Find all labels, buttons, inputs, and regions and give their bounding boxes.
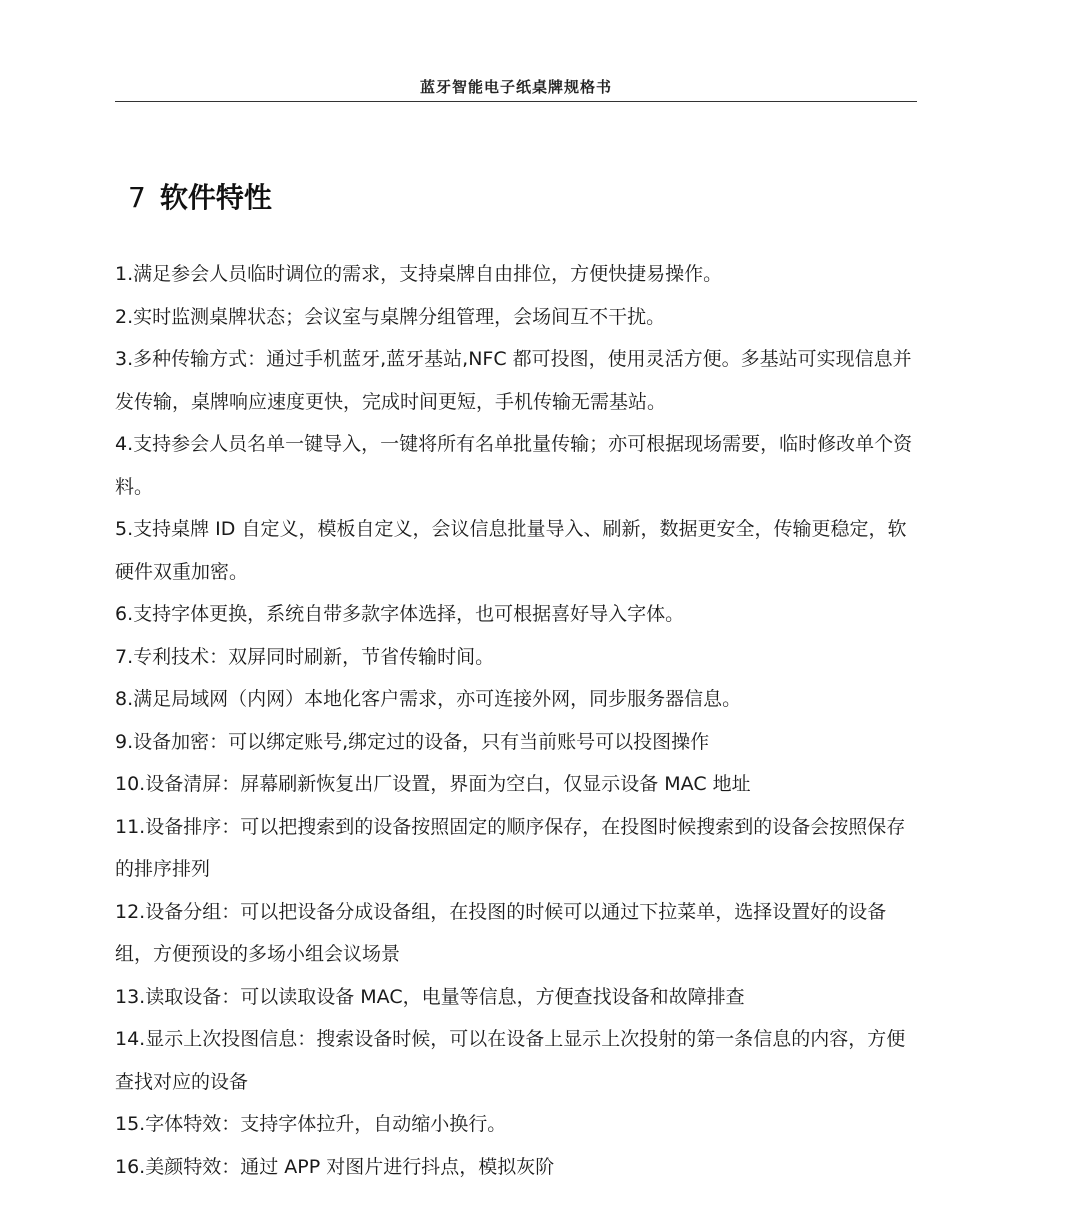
feature-item: 9.设备加密：可以绑定账号,绑定过的设备，只有当前账号可以投图操作 xyxy=(115,730,710,753)
feature-list xyxy=(115,253,921,1188)
feature-item: 1.满足参会人员临时调位的需求，支持桌牌自由排位，方便快捷易操作。 xyxy=(115,263,723,285)
feature-item: 13.读取设备：可以读取设备 MAC，电量等信息，方便查找设备和故障排查 xyxy=(115,985,745,1008)
feature-item: 10.设备清屏：屏幕刷新恢复出厂设置，界面为空白，仅显示设备 MAC 地址 xyxy=(115,773,751,795)
section-heading xyxy=(128,176,272,216)
header-divider xyxy=(115,101,917,102)
feature-item: 15.字体特效：支持字体拉升，自动缩小换行。 xyxy=(115,1113,507,1135)
feature-item: 4.支持参会人员名单一键导入，一键将所有名单批量传输；亦可根据现场需要，临时修改单个资料。 xyxy=(115,433,913,498)
feature-item: 3.多种传输方式：通过手机蓝牙,蓝牙基站,NFC 都可投图，使用灵活方便。多基站可实现信息并发传输，桌牌响应速度更快，完成时间更短，手机传输无需基站。 xyxy=(115,348,912,413)
feature-item: 11.设备排序：可以把搜索到的设备按照固定的顺序保存，在投图时候搜索到的设备会按照保存的排序排列 xyxy=(115,815,906,880)
feature-item: 8.满足局域网（内网）本地化客户需求，亦可连接外网，同步服务器信息。 xyxy=(115,688,742,710)
section-number: 7 xyxy=(128,181,146,214)
feature-item: 6.支持字体更换，系统自带多款字体选择，也可根据喜好导入字体。 xyxy=(115,603,685,625)
feature-item: 14.显示上次投图信息：搜索设备时候，可以在设备上显示上次投射的第一条信息的内容，方便查找对应的设备 xyxy=(115,1028,906,1093)
feature-item: 16.美颜特效：通过 APP 对图片进行抖点，模拟灰阶 xyxy=(115,1155,555,1178)
feature-item: 12.设备分组：可以把设备分成设备组，在投图的时候可以通过下拉菜单，选择设置好的设备组，方便预设的多场小组会议场景 xyxy=(115,900,887,965)
feature-item: 2.实时监测桌牌状态；会议室与桌牌分组管理，会场间互不干扰。 xyxy=(115,305,666,328)
section-title: 软件特性 xyxy=(159,181,272,214)
feature-item: 5.支持桌牌 ID 自定义，模板自定义，会议信息批量导入、刷新，数据更安全，传输更稳定，软硬件双重加密。 xyxy=(115,518,907,583)
running-header: 蓝牙智能电子纸桌牌规格书 xyxy=(419,78,612,96)
feature-item: 7.专利技术：双屏同时刷新，节省传输时间。 xyxy=(115,645,495,668)
